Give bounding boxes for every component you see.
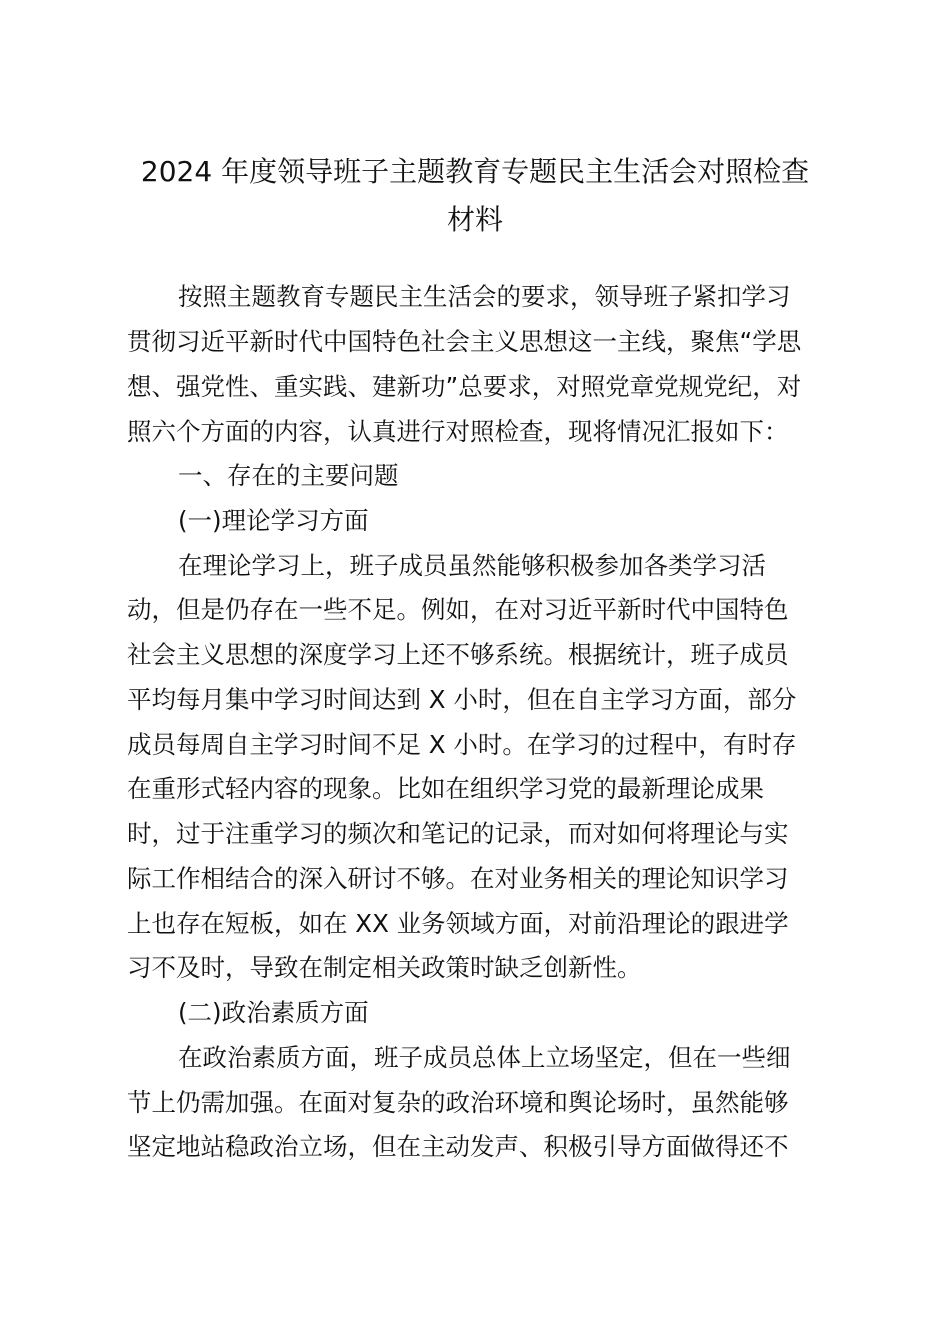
political-line-2: 节上仍需加强。在面对复杂的政治环境和舆论场时，虽然能够 <box>127 1088 789 1117</box>
theory-line-6: 在重形式轻内容的现象。比如在组织学习党的最新理论成果 <box>127 774 764 803</box>
theory-line-9: 上也存在短板，如在 XX 业务领域方面，对前沿理论的跟进学 <box>127 909 789 938</box>
section-heading-problems: 一、存在的主要问题 <box>178 461 399 490</box>
theory-line-5: 成员每周自主学习时间不足 X 小时。在学习的过程中，有时存 <box>127 730 797 759</box>
document-title-line-2: 材料 <box>446 203 503 236</box>
theory-line-2: 动，但是仍存在一些不足。例如，在对习近平新时代中国特色 <box>127 595 789 624</box>
theory-line-7: 时，过于注重学习的频次和笔记的记录，而对如何将理论与实 <box>127 819 789 848</box>
theory-line-1: 在理论学习上，班子成员虽然能够积极参加各类学习活 <box>178 551 766 580</box>
intro-line-1: 按照主题教育专题民主生活会的要求，领导班子紧扣学习 <box>178 282 791 311</box>
theory-line-4: 平均每月集中学习时间达到 X 小时，但在自主学习方面，部分 <box>127 685 797 714</box>
theory-line-8: 际工作相结合的深入研讨不够。在对业务相关的理论知识学习 <box>127 864 789 893</box>
intro-line-4: 照六个方面的内容，认真进行对照检查，现将情况汇报如下： <box>127 417 789 446</box>
political-line-3: 坚定地站稳政治立场，但在主动发声、积极引导方面做得还不 <box>127 1132 789 1161</box>
subsection-heading-theory: (一)理论学习方面 <box>178 506 369 535</box>
subsection-heading-political: (二)政治素质方面 <box>178 998 369 1027</box>
intro-line-2: 贯彻习近平新时代中国特色社会主义思想这一主线，聚焦“学思 <box>127 327 802 356</box>
theory-line-10: 习不及时，导致在制定相关政策时缺乏创新性。 <box>127 953 642 982</box>
theory-line-3: 社会主义思想的深度学习上还不够系统。根据统计，班子成员 <box>127 640 789 669</box>
intro-line-3: 想、强党性、重实践、建新功”总要求，对照党章党规党纪，对 <box>127 372 802 401</box>
document-title-line-1: 2024 年度领导班子主题教育专题民主生活会对照检查 <box>140 155 810 188</box>
political-line-1: 在政治素质方面，班子成员总体上立场坚定，但在一些细 <box>178 1043 791 1072</box>
